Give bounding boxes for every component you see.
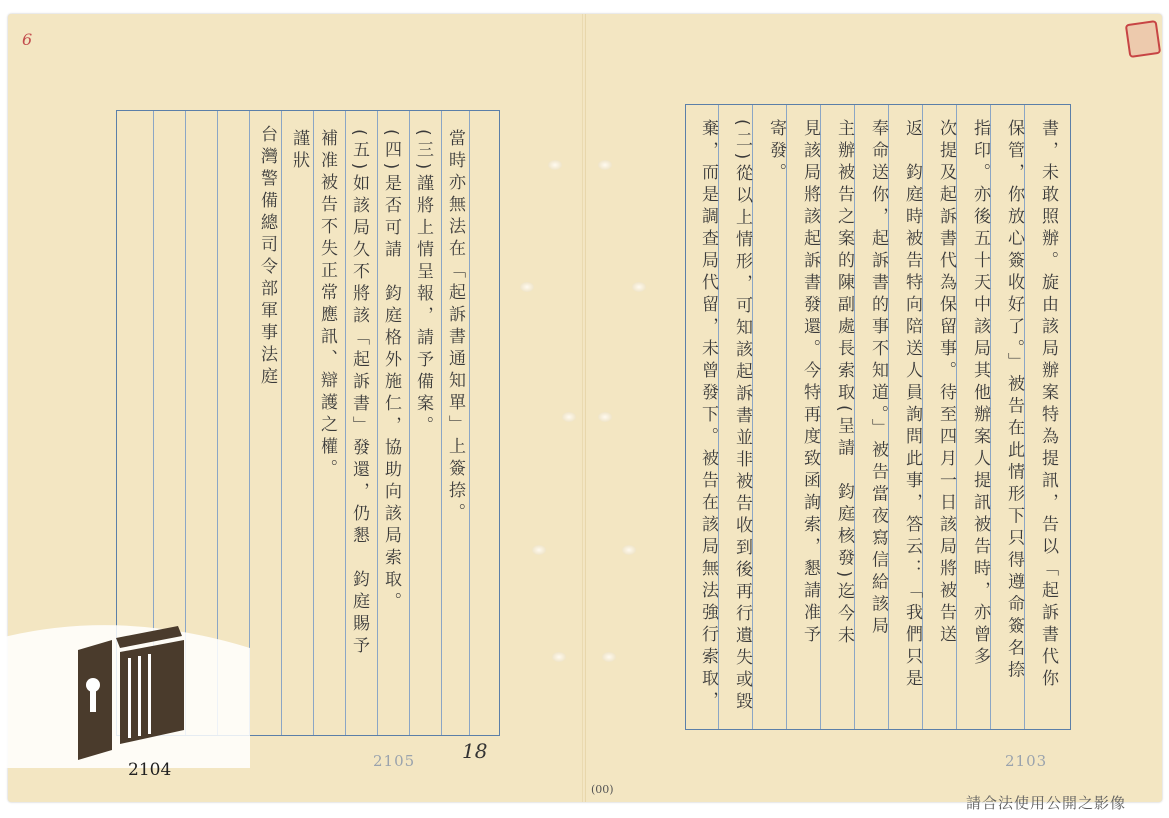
right-text-column: 主辦被告之案的陳副處長索取(呈請 鈞庭核發)迄今未 (834, 119, 854, 649)
right-text-column: 次提及起訴書代為保留事。待至四月一日該局將被告送 (936, 119, 956, 647)
punch-hole (602, 652, 616, 662)
left-text-column: 當時亦無法在「起訴書通知單」上簽捺。 (445, 129, 465, 525)
right-text-column: 書，未敢照辦。旋由該局辦案特為提訊，告以「起訴書代你 (1038, 119, 1058, 691)
punch-hole (598, 160, 612, 170)
right-text-column: 保管，你放心簽收好了。」被告在此情形下只得遵命簽名捺 (1004, 119, 1024, 683)
punch-hole (548, 160, 562, 170)
faint-number: 2103 (1005, 752, 1048, 770)
punch-hole (598, 412, 612, 422)
right-text-column: 棄，而是調查局代留，未曾發下。被告在該局無法強行索取， (698, 119, 718, 713)
archive-number: 2104 (128, 760, 172, 780)
right-text-column: (二)從以上情形，可知該起訴書並非被告收到後再行遺失或毀 (732, 119, 752, 715)
punch-hole (520, 282, 534, 292)
right-text-column: 見該局將該起訴書發還。今特再度致函詢索，懇請准予 (800, 119, 820, 647)
left-text-column: 台灣警備總司令部軍事法庭 (257, 125, 277, 389)
right-text-column: 返 鈞庭時被告特向陪送人員詢問此事，答云：「我們只是 (902, 119, 922, 691)
right-page-frame (685, 104, 1071, 730)
punch-hole (632, 282, 646, 292)
archive-book-keyhole-icon (0, 618, 250, 768)
left-text-column: 補准被告不失正常應訊、辯護之權。 (317, 129, 337, 481)
right-text-column: 指印。亦後五十天中該局其他辦案人提訊被告時，亦曾多 (970, 119, 990, 669)
faint-number: 2105 (373, 752, 416, 770)
footer-usage-notice: 請合法使用公開之影像 (966, 794, 1127, 812)
punch-hole (552, 652, 566, 662)
left-text-column: (三)謹將上情呈報，請予備案。 (413, 129, 433, 439)
right-text-column: 奉命送你，起訴書的事不知道。」被告當夜寫信給該局 (868, 119, 888, 639)
bottom-small-number: (00) (591, 783, 614, 796)
right-text-column: 寄發。 (766, 119, 786, 185)
left-text-column: (四)是否可請 鈞庭格外施仁，協助向該局索取。 (381, 129, 401, 615)
left-text-column: (五)如該局久不將該「起訴書」發還，仍懇 鈞庭賜予 (349, 129, 369, 659)
page-mark: 6 (22, 30, 33, 49)
red-seal-icon (1125, 20, 1161, 58)
left-text-column: 謹狀 (289, 129, 309, 173)
handwritten-page-number: 18 (462, 739, 488, 763)
punch-hole (622, 545, 636, 555)
center-fold (582, 14, 586, 802)
punch-hole (532, 545, 546, 555)
punch-hole (562, 412, 576, 422)
